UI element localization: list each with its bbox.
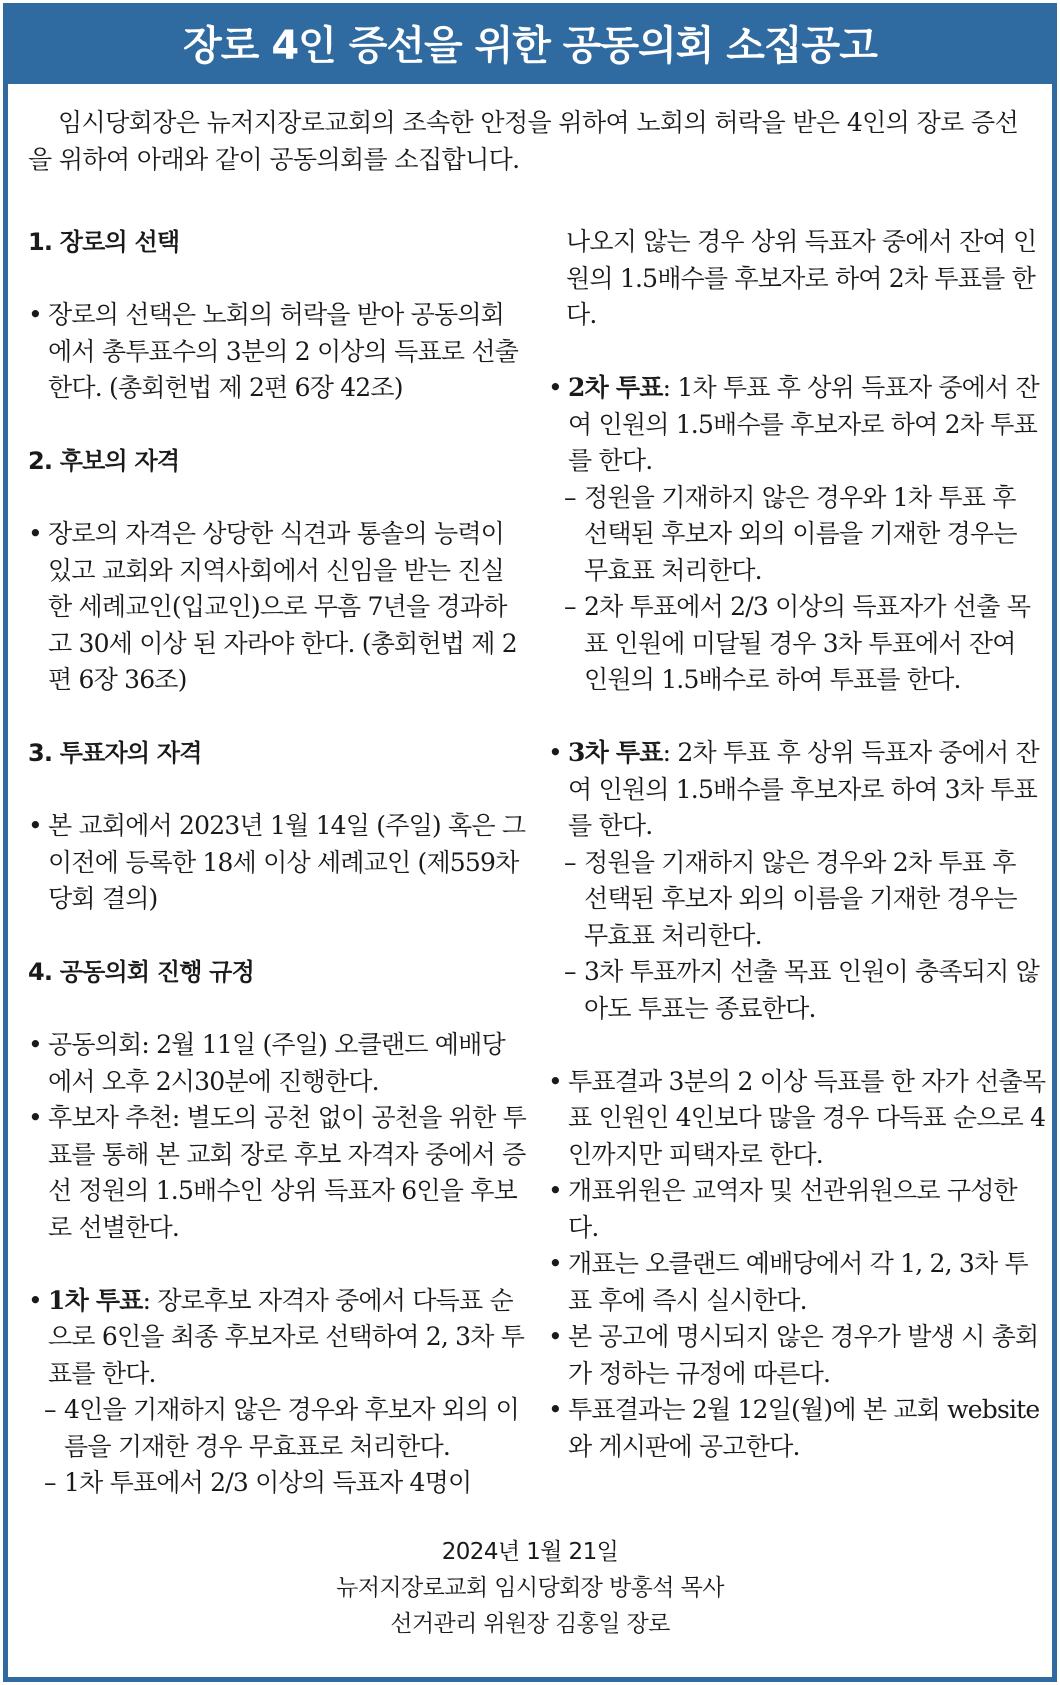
section-heading-1: 1. 장로의 선택 bbox=[28, 228, 180, 256]
round-3-sub-1: – 정원을 기재하지 않은 경우와 2차 투표 후 선택된 후보자 외의 이름을 기재한 경우는 무효표 처리한다. bbox=[548, 845, 1046, 955]
round-1-label: 1차 투표 bbox=[48, 1285, 143, 1315]
round-1-bullet bbox=[28, 1283, 526, 1393]
notice-frame bbox=[3, 3, 1057, 1682]
candidate-bullet: • 후보자 추천: 별도의 공천 없이 공천을 위한 투표를 통해 본 교회 장로 후보 자격자 중에서 증선 정원의 1.5배수인 상위 득표자 6인을 후보로 선별한다. bbox=[28, 1100, 526, 1246]
round-3-bullet bbox=[548, 735, 1046, 845]
right-column bbox=[548, 224, 1046, 1465]
round-3-label: 3차 투표 bbox=[568, 738, 663, 767]
section-1-bullet: • 장로의 선택은 노회의 허락을 받아 공동의회에서 총투표수의 3분의 2 이상의 득표로 선출한다. (총회헌법 제 2편 6장 42조) bbox=[28, 297, 526, 407]
round-1-sub-1: – 4인을 기재하지 않은 경우와 후보자 외의 이름을 기재한 경우 무효표로 처리한다. bbox=[28, 1392, 526, 1465]
round-2-text: : 1차 투표 후 상위 득표자 중에서 잔여 인원의 1.5배수를 후보자로 하여 2차 투표를 한다. bbox=[568, 373, 1039, 475]
round-2-sub-2: – 2차 투표에서 2/3 이상의 득표자가 선출 목표 인원에 미달될 경우 3차 투표에서 잔여 인원의 1.5배수로 하여 투표를 한다. bbox=[548, 589, 1046, 699]
misc-bullet-counters: • 개표위원은 교역자 및 선관위원으로 구성한다. bbox=[548, 1173, 1046, 1246]
misc-bullet-rules: • 본 공고에 명시되지 않은 경우가 발생 시 총회가 정하는 규정에 따른다. bbox=[548, 1319, 1046, 1392]
round-2-bullet bbox=[548, 370, 1046, 480]
footer-signer-pastor: 뉴저지장로교회 임시당회장 방홍석 목사 bbox=[336, 1575, 724, 1601]
left-column bbox=[28, 224, 526, 1502]
misc-bullet-counting: • 개표는 오클랜드 예배당에서 각 1, 2, 3차 투표 후에 즉시 실시한다. bbox=[548, 1246, 1046, 1319]
round-3-sub-2: – 3차 투표까지 선출 목표 인원이 충족되지 않아도 투표는 종료한다. bbox=[548, 954, 1046, 1027]
section-3-bullet: • 본 교회에서 2023년 1월 14일 (주일) 혹은 그 이전에 등록한 18세 이상 세례교인 (제559차 당회 결의) bbox=[28, 808, 526, 918]
section-heading-2: 2. 후보의 자격 bbox=[28, 447, 180, 475]
round-2-label: 2차 투표 bbox=[568, 373, 663, 402]
section-heading-3: 3. 투표자의 자격 bbox=[28, 739, 202, 767]
misc-bullet-announcement: • 투표결과는 2월 12일(월)에 본 교회 website와 게시판에 공고한다. bbox=[548, 1392, 1046, 1465]
round-3-text: : 2차 투표 후 상위 득표자 중에서 잔여 인원의 1.5배수를 후보자로 하여 3차 투표를 한다. bbox=[568, 738, 1039, 840]
round-1-text: : 장로후보 자격자 중에서 다득표 순으로 6인을 최종 후보자로 선택하여 2, 3차 투표를 한다. bbox=[48, 1285, 525, 1388]
meeting-bullet: • 공동의회: 2월 11일 (주일) 오클랜드 예배당에서 오후 2시30분에 진행한다. bbox=[28, 1027, 526, 1100]
footer-signer-committee: 선거관리 위원장 김홍일 장로 bbox=[390, 1611, 670, 1637]
round-2-sub-1: – 정원을 기재하지 않은 경우와 1차 투표 후 선택된 후보자 외의 이름을 기재한 경우는 무효표 처리한다. bbox=[548, 480, 1046, 590]
notice-title: 장로 4인 증선을 위한 공동의회 소집공고 bbox=[8, 8, 1052, 84]
footer-date: 2024년 1월 21일 bbox=[441, 1539, 619, 1565]
notice-footer bbox=[8, 1534, 1052, 1642]
section-2-bullet: • 장로의 자격은 상당한 식견과 통솔의 능력이 있고 교회와 지역사회에서 신임을 받는 진실한 세례교인(입교인)으로 무흠 7년을 경과하고 30세 이상 된 자라야 한다. (총회헌법 제 2편 6장 36조) bbox=[28, 516, 526, 699]
misc-bullet-results: • 투표결과 3분의 2 이상 득표를 한 자가 선출목표 인원인 4인보다 많을 경우 다득표 순으로 4인까지만 피택자로 한다. bbox=[548, 1064, 1046, 1174]
round-1-sub-2-start: – 1차 투표에서 2/3 이상의 득표자 4명이 bbox=[28, 1465, 526, 1502]
intro-paragraph: 임시당회장은 뉴저지장로교회의 조속한 안정을 위하여 노회의 허락을 받은 4인의 장로 증선을 위하여 아래와 같이 공동의회를 소집합니다. bbox=[28, 108, 1019, 174]
round-1-sub-2-continued: 나오지 않는 경우 상위 득표자 중에서 잔여 인원의 1.5배수를 후보자로 하여 2차 투표를 한다. bbox=[566, 227, 1037, 329]
section-heading-4: 4. 공동의회 진행 규정 bbox=[28, 958, 254, 986]
